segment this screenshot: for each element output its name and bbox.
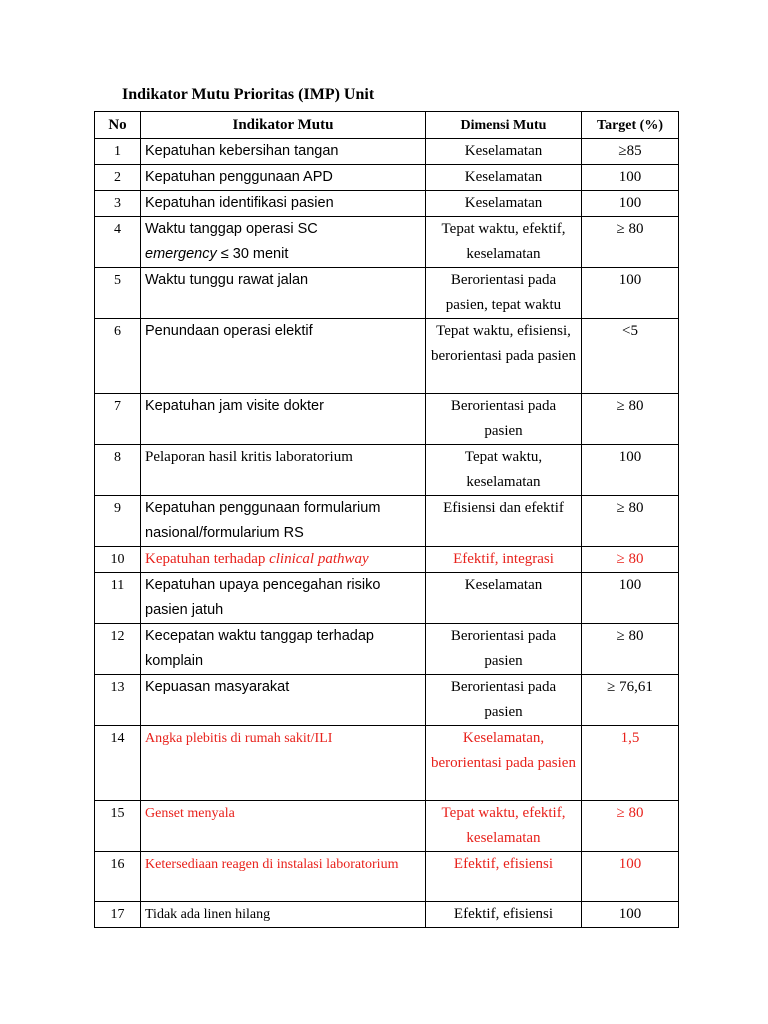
row-indikator: Kepuasan masyarakat: [141, 675, 426, 726]
row-target: ≥ 76,61: [582, 675, 679, 726]
row-dimensi: Efektif, integrasi: [426, 547, 582, 573]
row-number: 6: [95, 319, 141, 394]
row-indikator: Penundaan operasi elektif: [141, 319, 426, 394]
row-target: ≥ 80: [582, 217, 679, 268]
header-no: No: [95, 112, 141, 139]
row-number: 7: [95, 394, 141, 445]
row-target: ≥85: [582, 139, 679, 165]
header-dimensi: Dimensi Mutu: [426, 112, 582, 139]
table-row: [95, 573, 679, 624]
row-indikator: Kecepatan waktu tanggap terhadap komplain: [141, 624, 426, 675]
row-number: 16: [95, 852, 141, 902]
row-dimensi: Berorientasi pada pasien: [426, 394, 582, 445]
row-target: 1,5: [582, 726, 679, 801]
row-dimensi: Tepat waktu, keselamatan: [426, 445, 582, 496]
indicator-table: [94, 111, 679, 928]
indikator-text: Waktu tanggap operasi SC: [145, 221, 318, 237]
table-row-highlighted: [95, 547, 679, 573]
row-indikator: Kepatuhan penggunaan formularium nasional/formularium RS: [141, 496, 426, 547]
row-number: 1: [95, 139, 141, 165]
row-indikator: Kepatuhan jam visite dokter: [141, 394, 426, 445]
table-row: [95, 394, 679, 445]
row-number: 3: [95, 191, 141, 217]
row-number: 11: [95, 573, 141, 624]
row-number: 14: [95, 726, 141, 801]
table-row: [95, 268, 679, 319]
row-number: 13: [95, 675, 141, 726]
row-dimensi: Tepat waktu, efektif, keselamatan: [426, 217, 582, 268]
row-indikator: Waktu tunggu rawat jalan: [141, 268, 426, 319]
header-indikator: Indikator Mutu: [141, 112, 426, 139]
row-number: 17: [95, 902, 141, 928]
row-dimensi: Berorientasi pada pasien, tepat waktu: [426, 268, 582, 319]
table-row: [95, 217, 679, 268]
row-target: <5: [582, 319, 679, 394]
row-target: ≥ 80: [582, 394, 679, 445]
row-target: ≥ 80: [582, 624, 679, 675]
row-number: 9: [95, 496, 141, 547]
row-target: ≥ 80: [582, 496, 679, 547]
row-target: ≥ 80: [582, 801, 679, 852]
row-dimensi: Berorientasi pada pasien: [426, 624, 582, 675]
row-number: 2: [95, 165, 141, 191]
row-indikator: Genset menyala: [141, 801, 426, 852]
row-dimensi: Efektif, efisiensi: [426, 852, 582, 902]
row-target: 100: [582, 165, 679, 191]
row-indikator: [141, 217, 426, 268]
table-row: [95, 319, 679, 394]
row-indikator: [141, 547, 426, 573]
table-header-row: [95, 112, 679, 139]
row-target: 100: [582, 573, 679, 624]
indikator-tail: ≤ 30 menit: [216, 246, 289, 262]
row-number: 10: [95, 547, 141, 573]
table-row: [95, 496, 679, 547]
table-row: [95, 165, 679, 191]
row-target: 100: [582, 445, 679, 496]
row-number: 8: [95, 445, 141, 496]
row-dimensi: Efektif, efisiensi: [426, 902, 582, 928]
row-dimensi: Keselamatan: [426, 191, 582, 217]
row-indikator: Kepatuhan kebersihan tangan: [141, 139, 426, 165]
table-row-highlighted: [95, 726, 679, 801]
row-indikator: Angka plebitis di rumah sakit/ILI: [141, 726, 426, 801]
row-indikator: Pelaporan hasil kritis laboratorium: [141, 445, 426, 496]
row-number: 4: [95, 217, 141, 268]
row-number: 15: [95, 801, 141, 852]
row-indikator: Tidak ada linen hilang: [141, 902, 426, 928]
row-indikator: Ketersediaan reagen di instalasi laboratorium: [141, 852, 426, 902]
header-target: Target (%): [582, 112, 679, 139]
row-dimensi: Tepat waktu, efektif, keselamatan: [426, 801, 582, 852]
row-number: 12: [95, 624, 141, 675]
page-title: Indikator Mutu Prioritas (IMP) Unit: [122, 86, 375, 103]
table-row: [95, 624, 679, 675]
row-number: 5: [95, 268, 141, 319]
table-row-highlighted: [95, 801, 679, 852]
row-indikator: Kepatuhan identifikasi pasien: [141, 191, 426, 217]
row-dimensi: Keselamatan: [426, 139, 582, 165]
table-row: [95, 139, 679, 165]
row-dimensi: Keselamatan: [426, 165, 582, 191]
table-row-highlighted: [95, 852, 679, 902]
indikator-emphasis: clinical pathway: [269, 551, 369, 567]
indikator-text: Kepatuhan terhadap: [145, 551, 270, 567]
table-row: [95, 675, 679, 726]
table-row: [95, 902, 679, 928]
table-row: [95, 191, 679, 217]
row-indikator: Kepatuhan penggunaan APD: [141, 165, 426, 191]
row-target: 100: [582, 268, 679, 319]
row-target: ≥ 80: [582, 547, 679, 573]
indikator-emphasis: emergency: [145, 246, 217, 262]
row-dimensi: Keselamatan, berorientasi pada pasien: [426, 726, 582, 801]
row-target: 100: [582, 191, 679, 217]
row-dimensi: Keselamatan: [426, 573, 582, 624]
row-indikator: Kepatuhan upaya pencegahan risiko pasien jatuh: [141, 573, 426, 624]
row-target: 100: [582, 852, 679, 902]
row-dimensi: Berorientasi pada pasien: [426, 675, 582, 726]
row-dimensi: Tepat waktu, efisiensi, berorientasi pada pasien: [426, 319, 582, 394]
row-target: 100: [582, 902, 679, 928]
row-dimensi: Efisiensi dan efektif: [426, 496, 582, 547]
table-row: [95, 445, 679, 496]
